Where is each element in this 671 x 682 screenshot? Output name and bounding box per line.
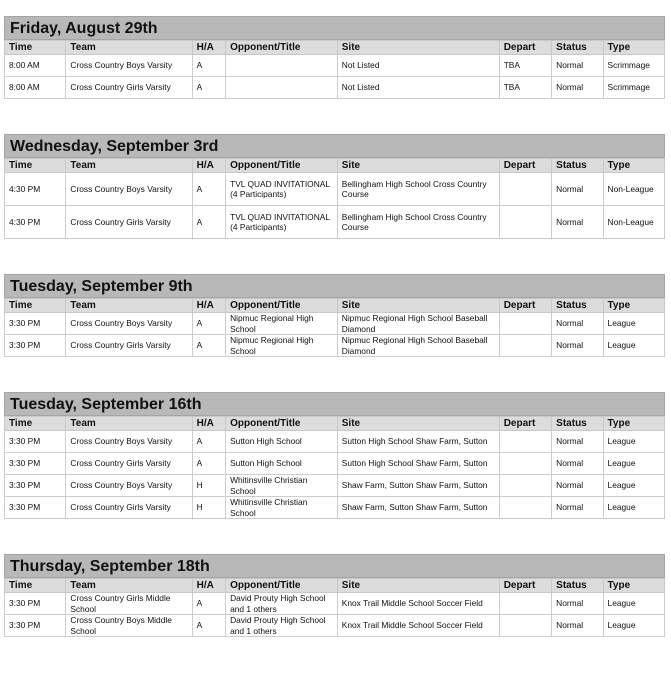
day-title: Friday, August 29th: [4, 16, 665, 40]
type-cell: League: [603, 593, 664, 615]
time-cell: 3:30 PM: [5, 313, 66, 335]
home-away-cell: A: [192, 453, 226, 475]
day-title: Tuesday, September 16th: [4, 392, 665, 416]
type-cell: League: [603, 313, 664, 335]
schedule-table: [4, 416, 665, 519]
column-header: Site: [337, 41, 499, 55]
column-header: Time: [5, 159, 66, 173]
column-header: Site: [337, 579, 499, 593]
type-cell: Scrimmage: [603, 77, 664, 99]
type-cell: League: [603, 475, 664, 497]
time-cell: 3:30 PM: [5, 593, 66, 615]
opponent-cell: Sutton High School: [226, 453, 338, 475]
time-cell: 3:30 PM: [5, 453, 66, 475]
site-cell: Bellingham High School Cross Country Course: [337, 206, 499, 239]
team-cell: Cross Country Girls Varsity: [66, 453, 192, 475]
column-header: H/A: [192, 417, 226, 431]
depart-cell: [499, 497, 551, 519]
time-cell: 4:30 PM: [5, 206, 66, 239]
home-away-cell: A: [192, 313, 226, 335]
status-cell: Normal: [552, 615, 603, 637]
column-header: Time: [5, 299, 66, 313]
column-header: Status: [552, 417, 603, 431]
column-header: Type: [603, 579, 664, 593]
type-cell: Non-League: [603, 206, 664, 239]
column-header: Team: [66, 579, 192, 593]
column-header: Team: [66, 41, 192, 55]
time-cell: 8:00 AM: [5, 55, 66, 77]
column-header: Team: [66, 417, 192, 431]
depart-cell: [499, 475, 551, 497]
opponent-cell: [226, 77, 338, 99]
time-cell: 3:30 PM: [5, 497, 66, 519]
home-away-cell: A: [192, 431, 226, 453]
column-header: Opponent/Title: [226, 299, 338, 313]
opponent-cell: Nipmuc Regional High School: [226, 313, 338, 335]
opponent-cell: Whitinsville Christian School: [226, 497, 338, 519]
time-cell: 3:30 PM: [5, 615, 66, 637]
column-header: Depart: [499, 159, 551, 173]
site-cell: Not Listed: [337, 77, 499, 99]
time-cell: 3:30 PM: [5, 335, 66, 357]
table-row: [5, 173, 665, 206]
table-row: [5, 497, 665, 519]
team-cell: Cross Country Girls Varsity: [66, 497, 192, 519]
day-section: [4, 554, 665, 637]
home-away-cell: A: [192, 77, 226, 99]
site-cell: Bellingham High School Cross Country Course: [337, 173, 499, 206]
opponent-cell: Whitinsville Christian School: [226, 475, 338, 497]
status-cell: Normal: [552, 431, 603, 453]
table-row: [5, 431, 665, 453]
type-cell: League: [603, 453, 664, 475]
day-section: [4, 16, 665, 99]
schedule-table: [4, 158, 665, 239]
depart-cell: TBA: [499, 77, 551, 99]
home-away-cell: A: [192, 593, 226, 615]
table-row: [5, 453, 665, 475]
table-row: [5, 615, 665, 637]
column-header-row: [5, 41, 665, 55]
table-row: [5, 206, 665, 239]
column-header: Opponent/Title: [226, 579, 338, 593]
column-header: Site: [337, 159, 499, 173]
column-header: Time: [5, 41, 66, 55]
column-header-row: [5, 579, 665, 593]
status-cell: Normal: [552, 173, 603, 206]
home-away-cell: A: [192, 206, 226, 239]
site-cell: Nipmuc Regional High School Baseball Diamond: [337, 313, 499, 335]
team-cell: Cross Country Girls Varsity: [66, 335, 192, 357]
opponent-cell: [226, 55, 338, 77]
status-cell: Normal: [552, 453, 603, 475]
day-title: Tuesday, September 9th: [4, 274, 665, 298]
column-header: Opponent/Title: [226, 159, 338, 173]
column-header: Status: [552, 299, 603, 313]
column-header: Depart: [499, 579, 551, 593]
time-cell: 3:30 PM: [5, 475, 66, 497]
column-header: H/A: [192, 41, 226, 55]
opponent-cell: Sutton High School: [226, 431, 338, 453]
opponent-cell: Nipmuc Regional High School: [226, 335, 338, 357]
column-header-row: [5, 417, 665, 431]
column-header: Time: [5, 579, 66, 593]
column-header: Time: [5, 417, 66, 431]
column-header: Team: [66, 299, 192, 313]
status-cell: Normal: [552, 335, 603, 357]
schedule-table: [4, 40, 665, 99]
column-header: Depart: [499, 41, 551, 55]
type-cell: Scrimmage: [603, 55, 664, 77]
status-cell: Normal: [552, 55, 603, 77]
home-away-cell: A: [192, 55, 226, 77]
depart-cell: [499, 615, 551, 637]
type-cell: League: [603, 431, 664, 453]
opponent-cell: TVL QUAD INVITATIONAL (4 Participants): [226, 206, 338, 239]
table-row: [5, 55, 665, 77]
depart-cell: [499, 335, 551, 357]
day-section: [4, 392, 665, 519]
depart-cell: [499, 593, 551, 615]
depart-cell: [499, 313, 551, 335]
column-header: Opponent/Title: [226, 417, 338, 431]
team-cell: Cross Country Boys Varsity: [66, 55, 192, 77]
status-cell: Normal: [552, 313, 603, 335]
day-title: Thursday, September 18th: [4, 554, 665, 578]
team-cell: Cross Country Girls Middle School: [66, 593, 192, 615]
column-header: Status: [552, 41, 603, 55]
table-row: [5, 77, 665, 99]
schedule-table: [4, 298, 665, 357]
depart-cell: [499, 173, 551, 206]
type-cell: League: [603, 497, 664, 519]
status-cell: Normal: [552, 593, 603, 615]
site-cell: Nipmuc Regional High School Baseball Diamond: [337, 335, 499, 357]
column-header: H/A: [192, 159, 226, 173]
opponent-cell: David Prouty High School and 1 others: [226, 593, 338, 615]
team-cell: Cross Country Boys Varsity: [66, 313, 192, 335]
column-header-row: [5, 299, 665, 313]
home-away-cell: A: [192, 615, 226, 637]
column-header: Type: [603, 299, 664, 313]
type-cell: League: [603, 335, 664, 357]
status-cell: Normal: [552, 206, 603, 239]
site-cell: Sutton High School Shaw Farm, Sutton: [337, 453, 499, 475]
schedule-table: [4, 578, 665, 637]
depart-cell: TBA: [499, 55, 551, 77]
time-cell: 3:30 PM: [5, 431, 66, 453]
day-section: [4, 274, 665, 357]
column-header: Status: [552, 159, 603, 173]
team-cell: Cross Country Girls Varsity: [66, 206, 192, 239]
status-cell: Normal: [552, 475, 603, 497]
column-header: Team: [66, 159, 192, 173]
time-cell: 4:30 PM: [5, 173, 66, 206]
column-header: Type: [603, 417, 664, 431]
opponent-cell: David Prouty High School and 1 others: [226, 615, 338, 637]
site-cell: Not Listed: [337, 55, 499, 77]
column-header: H/A: [192, 579, 226, 593]
site-cell: Knox Trail Middle School Soccer Field: [337, 593, 499, 615]
home-away-cell: H: [192, 497, 226, 519]
column-header: Opponent/Title: [226, 41, 338, 55]
home-away-cell: A: [192, 173, 226, 206]
site-cell: Shaw Farm, Sutton Shaw Farm, Sutton: [337, 475, 499, 497]
status-cell: Normal: [552, 497, 603, 519]
time-cell: 8:00 AM: [5, 77, 66, 99]
column-header: Site: [337, 417, 499, 431]
team-cell: Cross Country Boys Varsity: [66, 431, 192, 453]
site-cell: Shaw Farm, Sutton Shaw Farm, Sutton: [337, 497, 499, 519]
site-cell: Knox Trail Middle School Soccer Field: [337, 615, 499, 637]
column-header: Status: [552, 579, 603, 593]
team-cell: Cross Country Boys Varsity: [66, 173, 192, 206]
column-header: Type: [603, 41, 664, 55]
type-cell: Non-League: [603, 173, 664, 206]
team-cell: Cross Country Girls Varsity: [66, 77, 192, 99]
column-header: Depart: [499, 299, 551, 313]
column-header: Type: [603, 159, 664, 173]
team-cell: Cross Country Boys Varsity: [66, 475, 192, 497]
depart-cell: [499, 206, 551, 239]
site-cell: Sutton High School Shaw Farm, Sutton: [337, 431, 499, 453]
table-row: [5, 335, 665, 357]
opponent-cell: TVL QUAD INVITATIONAL (4 Participants): [226, 173, 338, 206]
depart-cell: [499, 431, 551, 453]
schedule-document: [4, 16, 665, 672]
table-row: [5, 593, 665, 615]
home-away-cell: H: [192, 475, 226, 497]
table-row: [5, 475, 665, 497]
day-section: [4, 134, 665, 239]
depart-cell: [499, 453, 551, 475]
table-row: [5, 313, 665, 335]
team-cell: Cross Country Boys Middle School: [66, 615, 192, 637]
day-title: Wednesday, September 3rd: [4, 134, 665, 158]
column-header: H/A: [192, 299, 226, 313]
type-cell: League: [603, 615, 664, 637]
status-cell: Normal: [552, 77, 603, 99]
column-header-row: [5, 159, 665, 173]
column-header: Depart: [499, 417, 551, 431]
home-away-cell: A: [192, 335, 226, 357]
column-header: Site: [337, 299, 499, 313]
